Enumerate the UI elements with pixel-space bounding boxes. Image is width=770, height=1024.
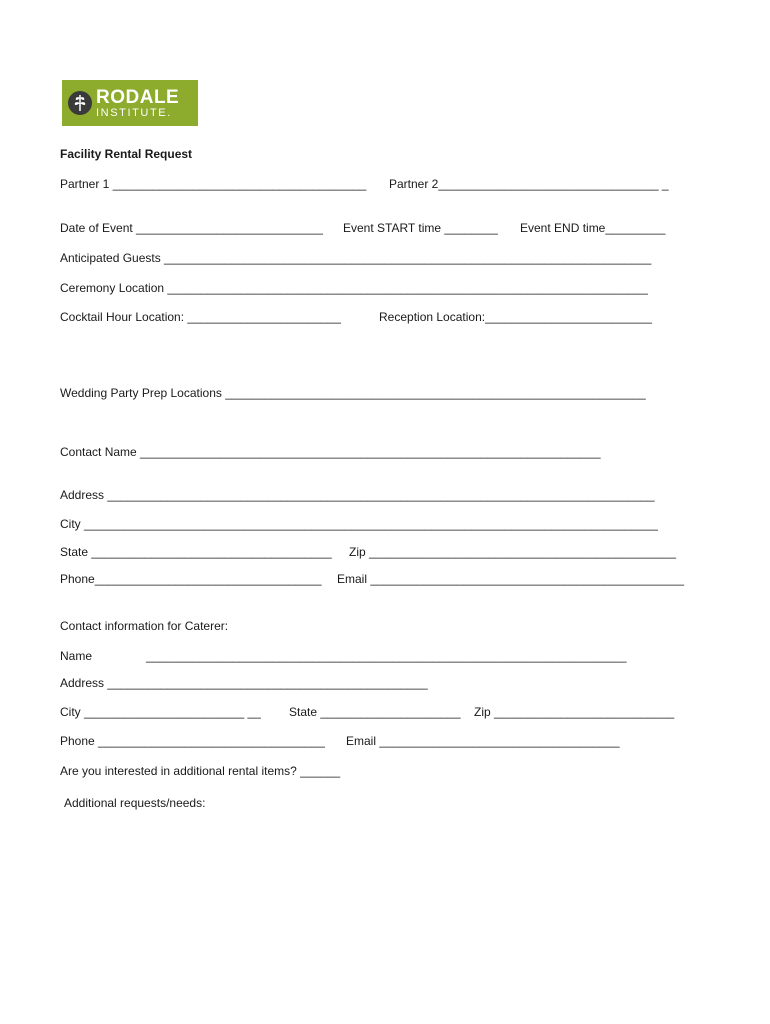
- caterer-heading: Contact information for Caterer:: [60, 619, 229, 633]
- additional-requests-label: Additional requests/needs:: [64, 796, 206, 810]
- caterer-phone-field[interactable]: Phone __________________________________: [60, 734, 325, 748]
- leaf-emblem-icon: [68, 91, 92, 115]
- zip-field[interactable]: Zip ______________________________________________: [349, 545, 676, 559]
- reception-location-field[interactable]: Reception Location:_________________________: [379, 310, 652, 324]
- state-field[interactable]: State ____________________________________: [60, 545, 332, 559]
- date-of-event-field[interactable]: Date of Event ____________________________: [60, 221, 323, 235]
- partner2-field[interactable]: Partner 2_________________________________ _: [389, 177, 669, 191]
- ceremony-location-field[interactable]: Ceremony Location ________________________________________________________________________: [60, 281, 648, 295]
- caterer-name-label: Name: [60, 649, 93, 663]
- cocktail-hour-location-field[interactable]: Cocktail Hour Location: _______________________: [60, 310, 341, 324]
- logo-word-rodale: RODALE: [96, 86, 180, 108]
- caterer-address-field[interactable]: Address ________________________________________________: [60, 676, 428, 690]
- logo-word-institute: INSTITUTE.: [96, 106, 172, 119]
- contact-name-field[interactable]: Contact Name _____________________________________________________________________: [60, 445, 601, 459]
- event-end-time-field[interactable]: Event END time_________: [520, 221, 666, 235]
- email-field[interactable]: Email _______________________________________________: [337, 572, 685, 586]
- city-field[interactable]: City ______________________________________________________________________________________: [60, 517, 658, 531]
- caterer-name-field[interactable]: ________________________________________________________________________: [146, 649, 627, 663]
- rental-items-field[interactable]: Are you interested in additional rental items? ______: [60, 764, 341, 778]
- event-start-time-field[interactable]: Event START time ________: [343, 221, 498, 235]
- form-title: Facility Rental Request: [60, 147, 193, 161]
- partner1-field[interactable]: Partner 1 ______________________________________: [60, 177, 367, 191]
- caterer-city-field[interactable]: City ________________________ __: [60, 705, 261, 719]
- caterer-email-field[interactable]: Email ____________________________________: [346, 734, 620, 748]
- wedding-party-prep-field[interactable]: Wedding Party Prep Locations _______________________________________________________________: [60, 386, 646, 400]
- rodale-institute-logo: [62, 80, 198, 126]
- phone-field[interactable]: Phone__________________________________: [60, 572, 322, 586]
- caterer-zip-field[interactable]: Zip ___________________________: [474, 705, 675, 719]
- caterer-state-field[interactable]: State _____________________: [289, 705, 461, 719]
- anticipated-guests-field[interactable]: Anticipated Guests _________________________________________________________________________: [60, 251, 652, 265]
- address-field[interactable]: Address __________________________________________________________________________________: [60, 488, 655, 502]
